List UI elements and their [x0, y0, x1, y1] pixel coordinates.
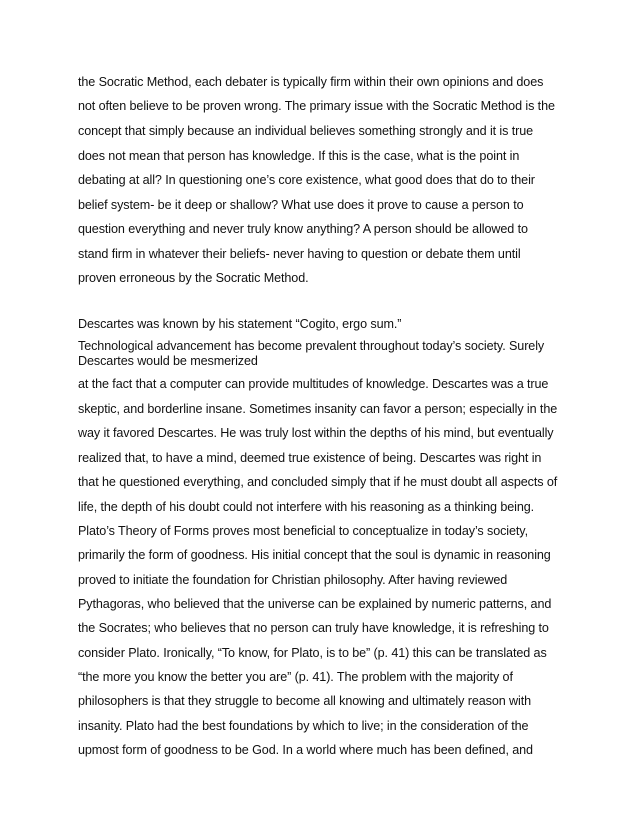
text-line: debating at all? In questioning one’s core existence, what good does that do to their	[78, 173, 535, 187]
text-line: question everything and never truly know anything? A person should be allowed to	[78, 222, 528, 236]
text-line: Descartes was known by his statement “Cogito, ergo sum.”	[78, 317, 402, 331]
text-line: life, the depth of his doubt could not interfere with his reasoning as a thinking being.	[78, 500, 535, 514]
text-line: that he questioned everything, and concluded simply that if he must doubt all aspects of	[78, 475, 558, 489]
text-line: the Socratic Method, each debater is typically firm within their own opinions and does	[78, 75, 544, 89]
text-line: proven erroneous by the Socratic Method.	[78, 271, 309, 285]
text-line: Pythagoras, who believed that the universe can be explained by numeric patterns, and	[78, 597, 552, 611]
text-line: way it favored Descartes. He was truly lost within the depths of his mind, but eventually	[78, 426, 554, 440]
text-line: concept that simply because an individual believes something strongly and it is true	[78, 124, 534, 138]
text-line: not often believe to be proven wrong. The primary issue with the Socratic Method is the	[78, 99, 555, 113]
text-line: Descartes would be mesmerized	[78, 354, 258, 368]
text-line: at the fact that a computer can provide multitudes of knowledge. Descartes was a true	[78, 377, 549, 391]
text-line: consider Plato. Ironically, “To know, for Plato, is to be” (p. 41) this can be translated as	[78, 646, 547, 660]
text-line: Plato’s Theory of Forms proves most beneficial to conceptualize in today’s society,	[78, 524, 528, 538]
text-line: skeptic, and borderline insane. Sometimes insanity can favor a person; especially in the	[78, 402, 558, 416]
text-line: Technological advancement has become prevalent throughout today’s society. Surely	[78, 339, 545, 353]
text-line: upmost form of goodness to be God. In a world where much has been defined, and	[78, 743, 533, 757]
text-line: primarily the form of goodness. His initial concept that the soul is dynamic in reasoning	[78, 548, 551, 562]
text-line: stand firm in whatever their beliefs- never having to question or debate them until	[78, 247, 521, 261]
text-line: belief system- be it deep or shallow? What use does it prove to cause a person to	[78, 198, 524, 212]
text-line: “the more you know the better you are” (p. 41). The problem with the majority of	[78, 670, 513, 684]
text-line: insanity. Plato had the best foundations by which to live; in the consideration of the	[78, 719, 529, 733]
text-line: proved to initiate the foundation for Christian philosophy. After having reviewed	[78, 573, 508, 587]
text-line: does not mean that person has knowledge. If this is the case, what is the point in	[78, 149, 520, 163]
text-line: realized that, to have a mind, deemed true existence of being. Descartes was right in	[78, 451, 542, 465]
text-line: philosophers is that they struggle to become all knowing and ultimately reason with	[78, 694, 532, 708]
text-line: the Socrates; who believes that no person can truly have knowledge, it is refreshing to	[78, 621, 549, 635]
